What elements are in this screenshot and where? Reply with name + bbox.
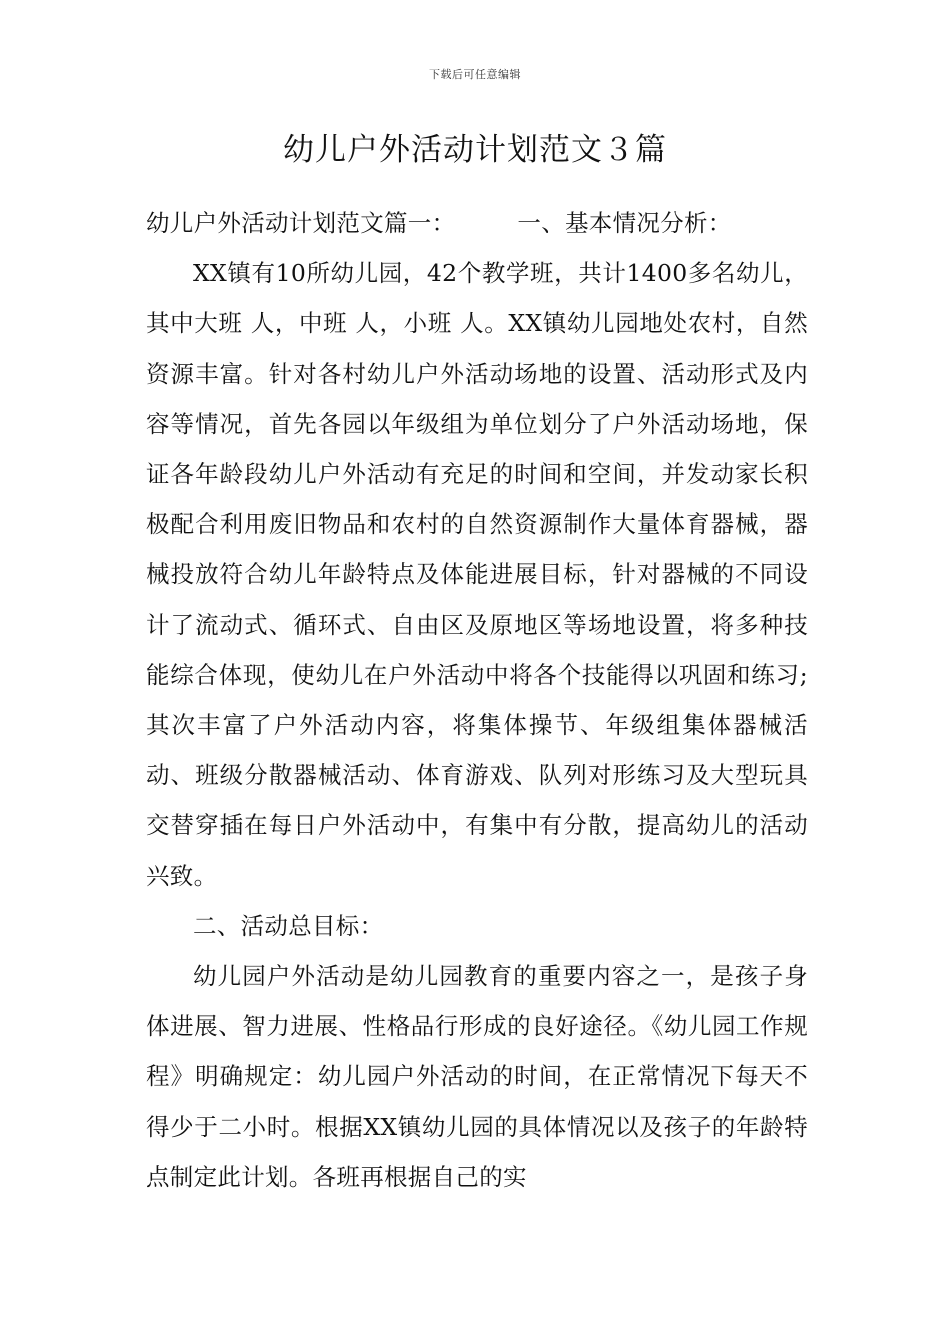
paragraph-heading-goal: 二、活动总目标： <box>193 911 384 940</box>
document-body <box>146 198 808 1202</box>
lead-right: 一、基本情况分析： <box>517 209 732 237</box>
lead-line <box>146 198 808 248</box>
paragraph-goal: 幼儿园户外活动是幼儿园教育的重要内容之一，是孩子身体进展、智力进展、性格品行形成的良好途径。《幼儿园工作规程》明确规定：幼儿园户外活动的时间，在正常情况下每天不得少于二小时。根据XX镇幼儿园的具体情况以及孩子的年龄特点制定此计划。各班再根据自己的实 <box>146 962 808 1191</box>
document-title: 幼儿户外活动计划范文３篇 <box>283 132 667 168</box>
paragraph-situation: XX镇有10所幼儿园，42个教学班，共计1400多名幼儿，其中大班 人，中班 人，小班 人。XX镇幼儿园地处农村，自然资源丰富。针对各村幼儿户外活动场地的设置、活动形式及内容等情况，首先各园以年级组为单位划分了户外活动场地，保证各年龄段幼儿户外活动有充足的时间和空间，并发动家长积极配合利用废旧物品和农村的自然资源制作大量体育器械，器械投放符合幼儿年龄特点及体能进展目标，针对器械的不同设计了流动式、循环式、自由区及原地区等场地设置，将多种技能综合体现，使幼儿在户外活动中将各个技能得以巩固和练习;其次丰富了户外活动内容，将集体操节、年级组集体器械活动、班级分散器械活动、体育游戏、队列对形练习及大型玩具交替穿插在每日户外活动中，有集中有分散，提高幼儿的活动兴致。 <box>146 259 808 890</box>
header-note: 下载后可任意编辑 <box>429 68 521 81</box>
lead-left: 幼儿户外活动计划范文篇一： <box>146 209 456 237</box>
